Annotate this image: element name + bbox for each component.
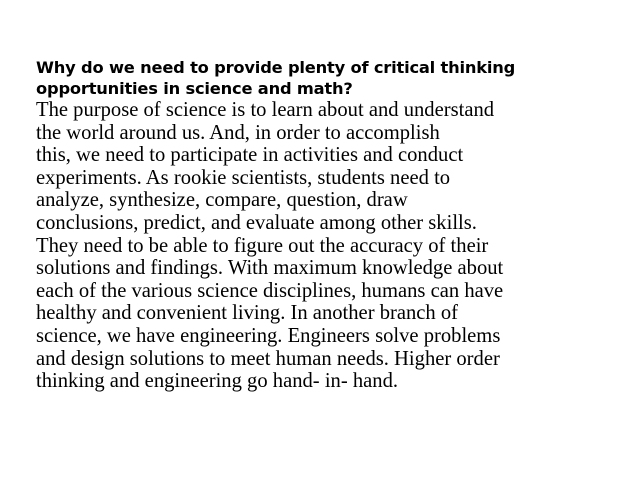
body-line: healthy and convenient living. In another branch of [36, 302, 459, 325]
body-line: the world around us. And, in order to accomplish [36, 121, 440, 144]
body-line: thinking and engineering go hand- in- hand. [36, 370, 399, 393]
heading-line: Why do we need to provide plenty of critical thinking [36, 58, 516, 77]
body-line: this, we need to participate in activities and conduct [36, 144, 464, 167]
heading-line: opportunities in science and math? [36, 79, 353, 98]
body-line: analyze, synthesize, compare, question, draw [36, 189, 408, 212]
body-line: conclusions, predict, and evaluate among other skills. [36, 211, 477, 234]
body-line: The purpose of science is to learn about and understand [36, 99, 495, 121]
body-line: each of the various science disciplines, humans can have [36, 279, 504, 302]
slide-heading [36, 57, 616, 99]
body-line: and design solutions to meet human needs. Higher order [36, 347, 500, 370]
body-line: experiments. As rookie scientists, students need to [36, 166, 451, 189]
slide-body-text [36, 99, 636, 393]
body-line: They need to be able to figure out the accuracy of their [36, 234, 489, 257]
body-line: solutions and findings. With maximum knowledge about [36, 257, 504, 280]
body-line: science, we have engineering. Engineers solve problems [36, 324, 501, 347]
